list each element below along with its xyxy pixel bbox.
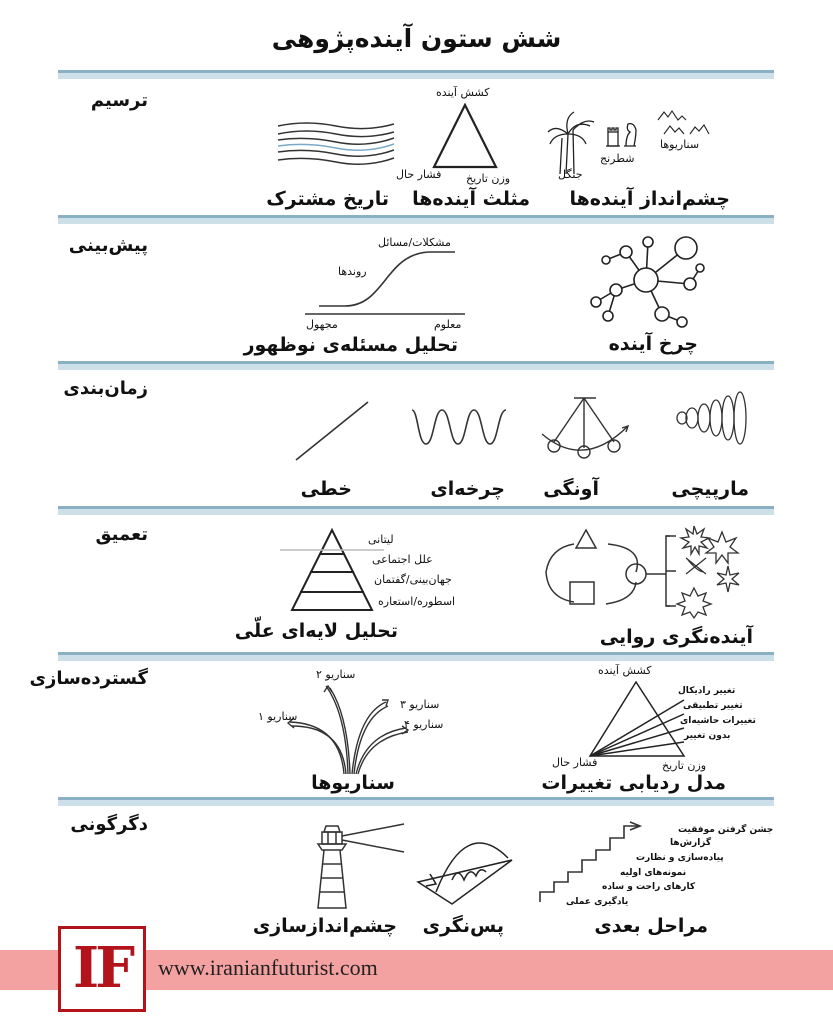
page-title: شش ستون آینده‌پژوهی (271, 24, 562, 53)
futures-triangle-icon (430, 103, 500, 169)
annotation-celebrate-success: جشن گرفتن موفقیت (678, 825, 774, 835)
section-title-transforming: دگرگونی (70, 814, 148, 835)
annotation-reports: گزارش‌ها (670, 838, 712, 848)
annotation-chess: شطرنج (600, 152, 635, 165)
divider (58, 361, 774, 370)
divider (58, 70, 774, 79)
divider (58, 797, 774, 806)
annotation-push-of-present-2: فشار حال (552, 756, 598, 769)
annotation-pull-of-future-2: کشش آینده (598, 664, 652, 677)
annotation-prototypes: نمونه‌های اولیه (620, 868, 687, 878)
label-shared-history: تاریخ مشترک (266, 188, 389, 210)
label-narrative-foresight: آینده‌نگری روایی (599, 626, 753, 648)
backcasting-icon (416, 826, 516, 906)
label-pendulum: آونگی (543, 478, 599, 500)
annotation-known: معلوم (434, 318, 462, 331)
section-title-broadening: گسترده‌سازی (29, 668, 148, 689)
annotation-social-causes: علل اجتماعی (372, 553, 433, 566)
label-visioning: چشم‌اندازسازی (252, 915, 397, 937)
annotation-jungle: جنگل (558, 168, 583, 181)
spiral-icon (670, 388, 750, 448)
section-title-deepening: تعمیق (95, 524, 148, 545)
scenarios-arrows-icon (280, 684, 420, 776)
label-emerging-issues-analysis: تحلیل مسئله‌ی نوظهور (243, 334, 458, 356)
logo-text: IF (73, 935, 131, 1001)
layered-pyramid-icon (290, 528, 374, 612)
annotation-radical-change: تغییر رادیکال (678, 686, 736, 696)
annotation-scenario-3: سناریو ۳ (400, 698, 440, 711)
divider (58, 215, 774, 224)
narrative-foresight-icon (544, 522, 749, 612)
label-futures-landscape: چشم‌انداز آینده‌ها (569, 188, 730, 210)
section-title-mapping: ترسیم (90, 90, 148, 111)
label-scenarios: سناریوها (311, 772, 395, 794)
annotation-myth-metaphor: اسطوره/استعاره (378, 595, 456, 608)
annotation-problems-issues: مشکلات/مسائل (378, 236, 451, 249)
annotation-action-learning: یادگیری عملی (566, 897, 629, 907)
if-logo (58, 926, 146, 1012)
annotation-no-change: بدون تغییر (684, 731, 731, 741)
annotation-scenarios: سناریوها (660, 138, 700, 151)
label-change-tracking-model: مدل ردیابی تغییرات (541, 772, 726, 794)
divider (58, 652, 774, 661)
label-cyclical: چرخه‌ای (430, 478, 505, 500)
divider (58, 506, 774, 515)
label-futures-wheel: چرخ آینده (608, 333, 698, 355)
cyclical-wave-icon (410, 404, 510, 450)
shared-history-icon (276, 120, 396, 166)
pendulum-icon (538, 396, 630, 460)
linear-line-icon (292, 400, 372, 462)
visioning-lighthouse-icon (300, 822, 410, 910)
annotation-unknown: مجهول (306, 318, 338, 331)
label-next-steps: مراحل بعدی (594, 915, 708, 937)
annotation-trends: روندها (338, 265, 367, 278)
annotation-scenario-4: سناریو ۴ (404, 718, 444, 731)
annotation-push-of-present: فشار حال (396, 168, 442, 181)
annotation-litany: لیتانی (368, 533, 394, 546)
website-link[interactable]: www.iranianfuturist.com (158, 955, 378, 980)
annotation-scenario-2: سناریو ۲ (316, 668, 356, 681)
change-tracking-model-icon (588, 680, 688, 760)
annotation-adaptive-change: تغییر تطبیقی (683, 701, 743, 711)
section-title-anticipation: پیش‌بینی (68, 235, 148, 256)
annotation-quick-wins: کارهای راحت و ساده (602, 882, 696, 892)
annotation-worldview: جهان‌بینی/گفتمان (374, 573, 452, 586)
label-backcasting: پس‌نگری (422, 915, 504, 937)
label-linear: خطی (300, 478, 352, 500)
label-spiral: مارپیچی (671, 478, 749, 500)
futures-wheel-icon (586, 232, 706, 332)
annotation-weight-of-history: وزن تاریخ (466, 172, 511, 185)
label-futures-triangle: مثلث آینده‌ها (412, 188, 530, 210)
emerging-issues-curve-icon (305, 240, 465, 320)
annotation-weight-of-history-2: وزن تاریخ (662, 759, 707, 772)
section-title-timing: زمان‌بندی (63, 378, 148, 399)
annotation-scenario-1: سناریو ۱ (258, 710, 298, 723)
annotation-marginal-change: تغییرات حاشیه‌ای (680, 716, 756, 726)
annotation-implement-monitor: پیاده‌سازی و نظارت (636, 853, 724, 863)
label-causal-layered-analysis: تحلیل لایه‌ای علّی (234, 620, 398, 642)
annotation-pull-of-future: کشش آینده (436, 86, 490, 99)
